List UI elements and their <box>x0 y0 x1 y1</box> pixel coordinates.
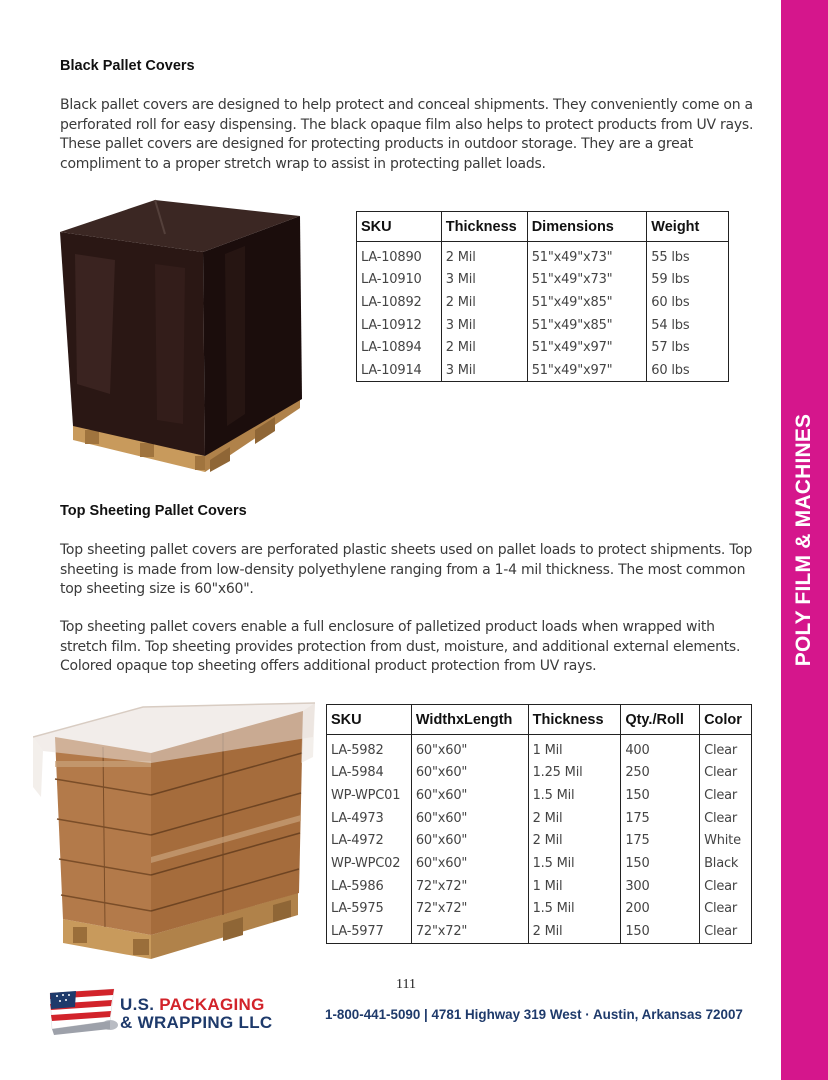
cell-thickness: 2 Mil <box>441 337 527 360</box>
cell-qty: 200 <box>621 898 700 921</box>
column-header-thickness: Thickness <box>528 705 621 735</box>
column-header-weight: Weight <box>647 212 729 242</box>
cell-color: Clear <box>700 920 752 943</box>
table-row <box>357 242 729 269</box>
cell-color: Clear <box>700 807 752 830</box>
cell-thickness: 1 Mil <box>528 735 621 762</box>
cell-thickness: 2 Mil <box>528 807 621 830</box>
cell-sku: LA-5982 <box>327 735 412 762</box>
contact-info: 1-800-441-5090 | 4781 Highway 319 West · Austin, Arkansas 72007 <box>325 1007 743 1022</box>
column-header-width-length: WidthxLength <box>411 705 528 735</box>
cell-thickness: 2 Mil <box>441 291 527 314</box>
table-header-row <box>327 705 752 735</box>
section-paragraph-1: Top sheeting pallet covers are perforated plastic sheets used on pallet loads to protect shipments. Top sheeting is made from low-density polyethylene ranging from a 1-4 mil thickness. The most common top sheeting size is 60"x60". <box>60 542 753 597</box>
cell-size: 60"x60" <box>411 807 528 830</box>
cell-thickness: 1 Mil <box>528 875 621 898</box>
table-row <box>357 359 729 382</box>
cell-color: Clear <box>700 735 752 762</box>
cell-size: 60"x60" <box>411 852 528 875</box>
section-paragraph: Black pallet covers are designed to help protect and conceal shipments. They conveniently come on a perforated roll for easy dispensing. The black opaque film also helps to protect products from UV rays. These pallet covers are designed for protecting products in outdoor storage. They are a great compliment to a proper stretch wrap to assist in protecting pallet loads. <box>60 97 754 172</box>
cell-qty: 400 <box>621 735 700 762</box>
column-header-qty-roll: Qty./Roll <box>621 705 700 735</box>
cell-color: Clear <box>700 784 752 807</box>
cell-thickness: 1.5 Mil <box>528 898 621 921</box>
table-row <box>327 875 752 898</box>
cell-sku: LA-5975 <box>327 898 412 921</box>
cell-sku: LA-4973 <box>327 807 412 830</box>
cell-dimensions: 51"x49"x85" <box>527 291 647 314</box>
section-heading-black-pallet-covers: Black Pallet Covers <box>60 58 195 74</box>
cell-dimensions: 51"x49"x73" <box>527 269 647 292</box>
cell-sku: LA-10910 <box>357 269 442 292</box>
black-pallet-cover-photo <box>55 194 313 472</box>
cell-size: 72"x72" <box>411 920 528 943</box>
cell-dimensions: 51"x49"x97" <box>527 337 647 360</box>
logo-wordmark-line2: & WRAPPING LLC <box>120 1013 273 1032</box>
table-row <box>327 830 752 853</box>
cell-thickness: 2 Mil <box>528 920 621 943</box>
cell-thickness: 3 Mil <box>441 359 527 382</box>
cell-size: 60"x60" <box>411 762 528 785</box>
top-sheeting-table <box>326 704 752 944</box>
cell-thickness: 1.25 Mil <box>528 762 621 785</box>
cell-sku: LA-10912 <box>357 314 442 337</box>
cell-weight: 60 lbs <box>647 291 729 314</box>
cell-thickness: 2 Mil <box>528 830 621 853</box>
cell-qty: 150 <box>621 920 700 943</box>
column-header-dimensions: Dimensions <box>527 212 647 242</box>
page-number: 111 <box>396 977 416 992</box>
cell-qty: 175 <box>621 830 700 853</box>
cell-color: Clear <box>700 898 752 921</box>
cell-color: Clear <box>700 875 752 898</box>
section-paragraph-2: Top sheeting pallet covers enable a full enclosure of palletized product loads when wrapped with stretch film. Top sheeting provides protection from dust, moisture, and additional external elements. Colored opaque top sheeting offers additional product protection from UV rays. <box>60 619 741 674</box>
logo-wordmark-line1 <box>120 995 265 1015</box>
cell-size: 60"x60" <box>411 830 528 853</box>
cell-color: Clear <box>700 762 752 785</box>
cell-weight: 59 lbs <box>647 269 729 292</box>
cell-color: White <box>700 830 752 853</box>
cell-qty: 150 <box>621 784 700 807</box>
section-heading-top-sheeting: Top Sheeting Pallet Covers <box>60 503 247 519</box>
cell-sku: LA-4972 <box>327 830 412 853</box>
table-row <box>327 762 752 785</box>
cell-sku: WP-WPC01 <box>327 784 412 807</box>
cell-weight: 57 lbs <box>647 337 729 360</box>
table-row <box>327 852 752 875</box>
black-pallet-covers-table <box>356 211 729 382</box>
table-row <box>357 269 729 292</box>
logo-text-packaging: PACKAGING <box>159 995 265 1014</box>
table-row <box>327 784 752 807</box>
cell-thickness: 3 Mil <box>441 269 527 292</box>
cell-thickness: 2 Mil <box>441 242 527 269</box>
sidebar-label: POLY FILM & MACHINES <box>792 413 815 667</box>
table-row <box>357 337 729 360</box>
top-sheeting-pallet-photo <box>33 697 315 969</box>
cell-sku: WP-WPC02 <box>327 852 412 875</box>
cell-sku: LA-10892 <box>357 291 442 314</box>
column-header-sku: SKU <box>357 212 442 242</box>
table-row <box>327 807 752 830</box>
cell-weight: 54 lbs <box>647 314 729 337</box>
column-header-thickness: Thickness <box>441 212 527 242</box>
cell-size: 60"x60" <box>411 735 528 762</box>
table-header-row <box>357 212 729 242</box>
cell-sku: LA-10890 <box>357 242 442 269</box>
cell-sku: LA-5984 <box>327 762 412 785</box>
table-row <box>357 291 729 314</box>
table-row <box>327 920 752 943</box>
cell-color: Black <box>700 852 752 875</box>
cell-thickness: 1.5 Mil <box>528 784 621 807</box>
cell-sku: LA-5986 <box>327 875 412 898</box>
cell-sku: LA-10914 <box>357 359 442 382</box>
cell-dimensions: 51"x49"x73" <box>527 242 647 269</box>
cell-size: 60"x60" <box>411 784 528 807</box>
cell-qty: 175 <box>621 807 700 830</box>
cell-sku: LA-10894 <box>357 337 442 360</box>
cell-dimensions: 51"x49"x85" <box>527 314 647 337</box>
cell-weight: 60 lbs <box>647 359 729 382</box>
cell-thickness: 3 Mil <box>441 314 527 337</box>
cell-size: 72"x72" <box>411 875 528 898</box>
cell-qty: 250 <box>621 762 700 785</box>
column-header-color: Color <box>700 705 752 735</box>
cell-sku: LA-5977 <box>327 920 412 943</box>
logo-text-us: U.S. <box>120 995 160 1014</box>
table-row <box>327 898 752 921</box>
cell-qty: 300 <box>621 875 700 898</box>
cell-thickness: 1.5 Mil <box>528 852 621 875</box>
cell-weight: 55 lbs <box>647 242 729 269</box>
cell-size: 72"x72" <box>411 898 528 921</box>
table-row <box>327 735 752 762</box>
table-row <box>357 314 729 337</box>
cell-dimensions: 51"x49"x97" <box>527 359 647 382</box>
cell-qty: 150 <box>621 852 700 875</box>
column-header-sku: SKU <box>327 705 412 735</box>
